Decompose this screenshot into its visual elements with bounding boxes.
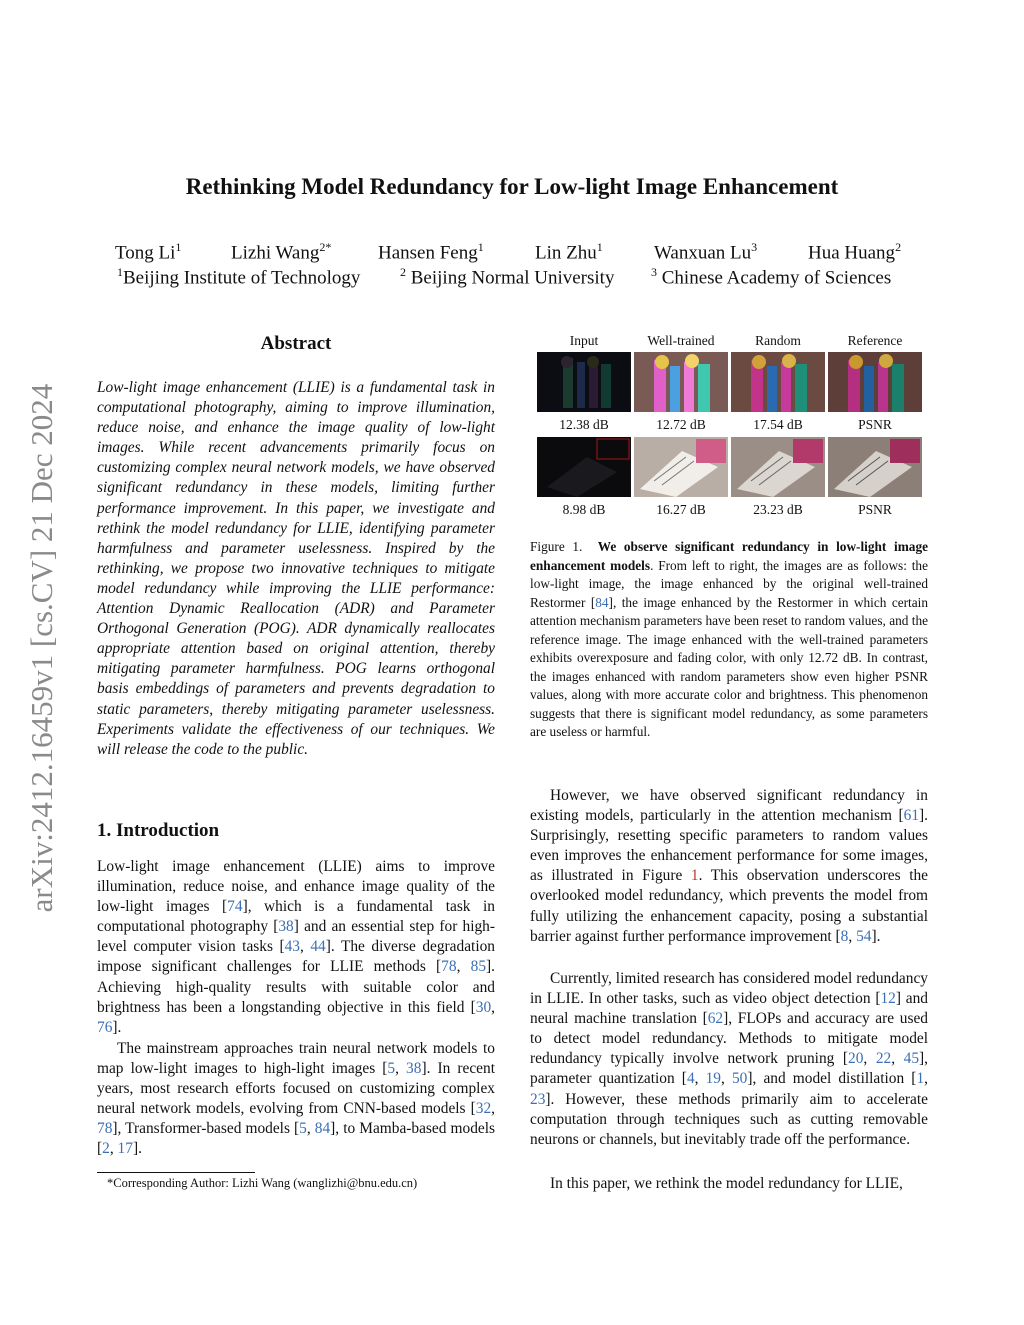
citation-link[interactable]: 62 bbox=[707, 1010, 724, 1028]
intro-paragraph-2: The mainstream approaches train neural network models to map low-light images to high-light images [5, 38]. In recent years, most research efforts focused on customizing complex neural network models, evolving from CNN-based models [32, 78], Transformer-based models [5, 84], to Mamba-based models [2, 17]. bbox=[97, 1040, 495, 1158]
figure-psnr-value: PSNR bbox=[858, 502, 892, 517]
right-paragraph-3: In this paper, we rethink the model redundancy for LLIE, bbox=[550, 1175, 903, 1192]
citation-link[interactable]: 78 bbox=[441, 958, 457, 976]
citation-link[interactable]: 84 bbox=[314, 1120, 331, 1138]
figure-column-label: Reference bbox=[847, 333, 903, 348]
figure-image-well-trained-tassels bbox=[634, 352, 728, 412]
right-paragraph-2: Currently, limited research has considered model redundancy in LLIE. In other tasks, such as video object detection [12] and neural machine translation [62], FLOPs and accuracy are used to detect model redundancy. Methods to mitigate model redundancy typically involve network pruning [20, 22, 45], parameter quantization [4, 19, 50], and model distillation [1, 23]. However, these methods primarily aim to accelerate computation through techniques such as cutting removable neurons or channels, but inevitably trade off the performance. bbox=[530, 970, 928, 1148]
citation-link[interactable]: 45 bbox=[903, 1050, 920, 1068]
citation-link[interactable]: 22 bbox=[875, 1050, 892, 1068]
figure-column-label: Well-trained bbox=[647, 333, 715, 348]
citation-link[interactable]: 78 bbox=[97, 1120, 113, 1138]
figure-caption: Figure 1. We observe significant redundancy in low-light image enhancement models. From left to right, the images are as follows: the low-light image, the image enhanced by the original well-trained Restormer [84], the image enhanced by the Restormer in which certain attention mechanism parameters have been reset to random values, and the reference image. The image enhanced with the well-trained parameters exhibits overexposure and fading color, with only 12.72 dB. In contrast, the images enhanced with random parameters show even higher PSNR values, along with more accurate color and brightness. This phenomenon suggests that there is significant model redundancy, as some parameters are useless or harmful. bbox=[530, 539, 928, 739]
figure-column-label: Input bbox=[569, 333, 599, 348]
arxiv-side-stamp: arXiv:2412.16459v1 [cs.CV] 21 Dec 2024 bbox=[24, 383, 59, 913]
affiliation-2: $^2$ Beijing Normal University bbox=[400, 265, 615, 289]
figure-image-input-book bbox=[537, 437, 631, 497]
citation-link[interactable]: 32 bbox=[475, 1100, 492, 1118]
citation-link[interactable]: 1 bbox=[916, 1070, 925, 1088]
author-6: Hua Huang$^2$ bbox=[808, 240, 902, 264]
citation-link[interactable]: 5 bbox=[387, 1060, 396, 1078]
citation-link[interactable]: 50 bbox=[731, 1070, 748, 1088]
paper-title: Rethinking Model Redundancy for Low-light Image Enhancement bbox=[185, 174, 839, 199]
citation-link[interactable]: 43 bbox=[284, 938, 300, 956]
figure-image-input-tassels bbox=[537, 352, 631, 412]
affiliation-3: $^3$ Chinese Academy of Sciences bbox=[651, 265, 892, 289]
footnote-rule bbox=[97, 1172, 255, 1173]
right-paragraph-1: However, we have observed significant redundancy in existing models, particularly in the attention mechanism [61]. Surprisingly, resetting specific parameters to random values even improves the enhancement performance for some images, as illustrated in Figure 1. This observation underscores the overlooked model redundancy, which prevents the model from fully utilizing the enhancement capacity, posing a substantial barrier against further performance improvement [8, 54]. bbox=[530, 787, 928, 945]
author-5: Wanxuan Lu$^3$ bbox=[654, 240, 758, 264]
figure-image-reference-book bbox=[828, 437, 922, 497]
citation-link[interactable]: 44 bbox=[310, 938, 326, 956]
citation-link[interactable]: 54 bbox=[856, 927, 872, 945]
citation-link[interactable]: 5 bbox=[299, 1120, 307, 1138]
figure-psnr-value: 23.23 dB bbox=[753, 502, 803, 517]
figure-psnr-value: 12.72 dB bbox=[656, 417, 706, 432]
citation-link[interactable]: 85 bbox=[470, 958, 487, 976]
citation-link[interactable]: 2 bbox=[102, 1140, 110, 1158]
intro-paragraph-1: Low-light image enhancement (LLIE) aims to improve illumination, reduce noise, and enhance image quality of the low-light images [74], which is a fundamental task in computational photography [38] and an essential step for high-level computer vision tasks [43, 44]. The diverse degradation impose significant challenges for LLIE methods [78, 85]. Achieving high-quality results with suitable color and brightness has been a longstanding objective in this field [30, 76]. bbox=[97, 858, 495, 1036]
citation-link[interactable]: 61 bbox=[903, 807, 920, 825]
figure-reference-link[interactable]: 1 bbox=[690, 867, 699, 885]
figure-psnr-value: 12.38 dB bbox=[559, 417, 609, 432]
author-4: Lin Zhu$^1$ bbox=[535, 240, 603, 264]
figure-psnr-value: 8.98 dB bbox=[562, 502, 606, 517]
citation-link[interactable]: 76 bbox=[97, 1018, 113, 1036]
figure-image-reference-tassels bbox=[828, 352, 922, 412]
citation-link[interactable]: 4 bbox=[686, 1070, 695, 1088]
figure-image-random-tassels bbox=[731, 352, 825, 412]
abstract-text: Low-light image enhancement (LLIE) is a fundamental task in computational photography, aiming to improve illumination, reduce noise, and enhance the image quality of low-light images. While recent advancements primarily focus on customizing complex neural network models, we have observed significant redundancy in these models, limiting further performance improvement. In this paper, we investigate and rethink the model redundancy for LLIE, identifying parameter harmfulness and parameter uselessness. Inspired by the rethinking, we propose two innovative techniques to mitigate model redundancy while improving the LLIE performance: Attention Dynamic Reallocation (ADR) and Parameter Orthogonal Generation (POG). ADR dynamically reallocates appropriate attention based on original attention, thereby mitigating parameter harmfulness. POG learns orthogonal basis embeddings of parameters and prevents degradation to static parameters, thereby mitigating parameter uselessness. Experiments validate the effectiveness of our techniques. We will release the code to the public. bbox=[97, 379, 495, 758]
figure-psnr-value: PSNR bbox=[858, 417, 892, 432]
citation-link[interactable]: 38 bbox=[406, 1060, 422, 1078]
affiliation-1: $^1$Beijing Institute of Technology bbox=[117, 265, 361, 289]
citation-link[interactable]: 12 bbox=[880, 990, 896, 1008]
citation-link[interactable]: 19 bbox=[705, 1070, 721, 1088]
figure-psnr-value: 17.54 dB bbox=[753, 417, 803, 432]
citation-link[interactable]: 20 bbox=[848, 1050, 864, 1068]
citation-link[interactable]: 84 bbox=[595, 594, 609, 610]
citation-link[interactable]: 30 bbox=[475, 998, 492, 1016]
citation-link[interactable]: 8 bbox=[840, 927, 849, 945]
citation-link[interactable]: 38 bbox=[278, 918, 294, 936]
abstract-heading: Abstract bbox=[260, 333, 332, 354]
figure-image-well-trained-book bbox=[634, 437, 728, 497]
author-3: Hansen Feng$^1$ bbox=[378, 240, 484, 264]
figure-psnr-value: 16.27 dB bbox=[656, 502, 706, 517]
author-1: Tong Li$^1$ bbox=[115, 240, 182, 264]
footnote: *Corresponding Author: Lizhi Wang (wanglizhi@bnu.edu.cn) bbox=[107, 1176, 418, 1190]
citation-link[interactable]: 17 bbox=[117, 1140, 133, 1158]
figure-column-label: Random bbox=[755, 333, 801, 348]
citation-link[interactable]: 23 bbox=[530, 1090, 546, 1108]
author-2: Lizhi Wang$^{2*}$ bbox=[231, 240, 332, 264]
citation-link[interactable]: 74 bbox=[227, 898, 243, 916]
figure-image-random-book bbox=[731, 437, 825, 497]
intro-heading: 1. Introduction bbox=[97, 820, 220, 841]
